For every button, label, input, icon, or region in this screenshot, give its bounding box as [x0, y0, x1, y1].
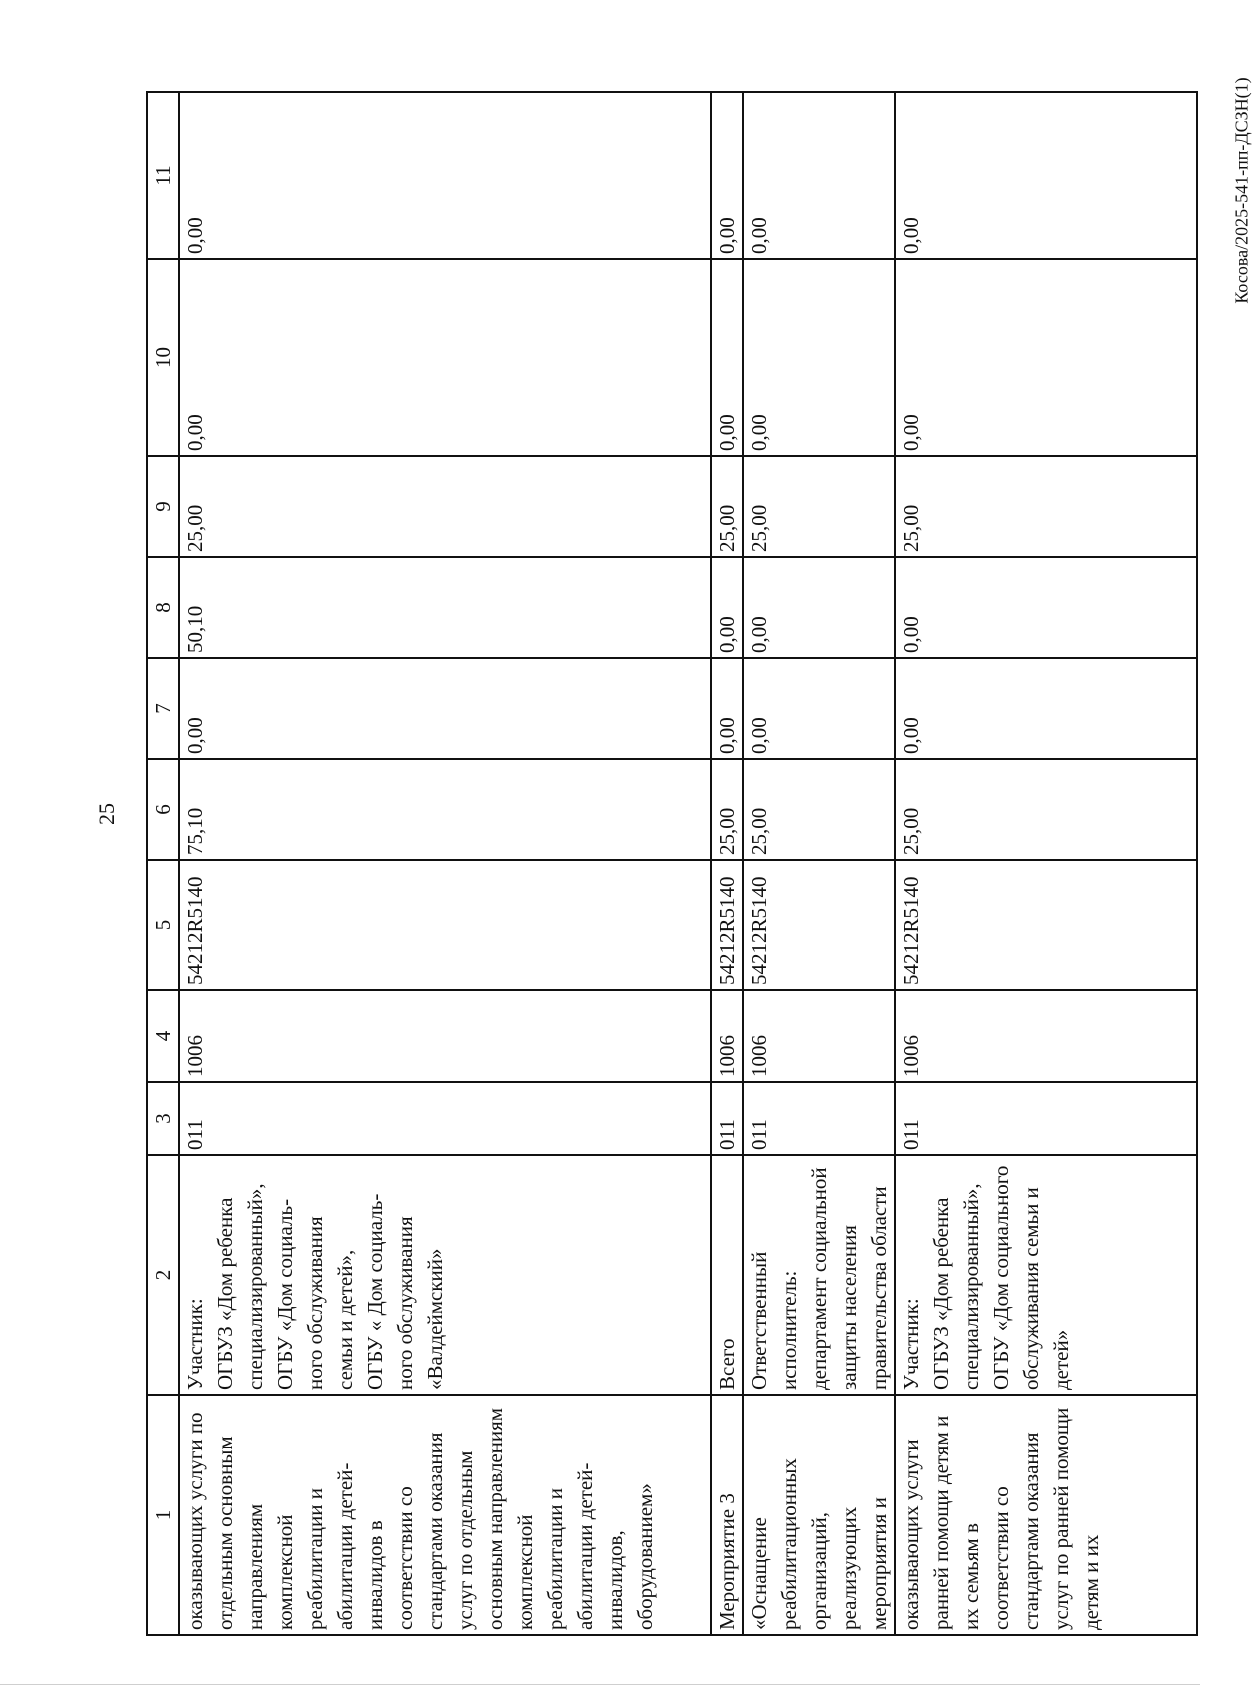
table-cell: 54212R5140: [743, 860, 895, 990]
table-cell: оказывающих услуги ранней помощи детям и их семьям в соответствии со стандартами оказания услуг по ранней помощи детям и их: [895, 1395, 1197, 1635]
table-cell: Всего: [711, 1155, 743, 1395]
table-cell: 1006: [895, 990, 1197, 1082]
table-cell: Мероприятие 3: [711, 1395, 743, 1635]
table-cell: 1006: [179, 990, 711, 1082]
table-cell: 25,00: [895, 456, 1197, 557]
header-cell: 6: [147, 759, 179, 860]
header-cell: 2: [147, 1155, 179, 1395]
table-cell: 1006: [711, 990, 743, 1082]
table-cell: 25,00: [743, 759, 895, 860]
table-row: [895, 92, 1197, 1635]
table-cell: 0,00: [179, 658, 711, 759]
table-cell: 25,00: [711, 456, 743, 557]
table-cell: 25,00: [179, 456, 711, 557]
page-number: 25: [94, 803, 119, 825]
table-cell: 75,10: [179, 759, 711, 860]
table-cell: 0,00: [743, 557, 895, 658]
table-cell: 54212R5140: [179, 860, 711, 990]
header-row: [147, 92, 179, 1635]
table-cell: 0,00: [711, 557, 743, 658]
table-cell: Ответственный исполнитель: департамент социальной защиты населения правительства области: [743, 1155, 895, 1395]
header-cell: 5: [147, 860, 179, 990]
header-cell: 4: [147, 990, 179, 1082]
table-cell: 011: [179, 1082, 711, 1155]
table-cell: 0,00: [711, 259, 743, 456]
budget-table: [146, 91, 1198, 1636]
table-cell: 011: [895, 1082, 1197, 1155]
header-cell: 1: [147, 1395, 179, 1635]
table-cell: 011: [711, 1082, 743, 1155]
table-cell: 54212R5140: [711, 860, 743, 990]
header-cell: 3: [147, 1082, 179, 1155]
header-cell: 8: [147, 557, 179, 658]
table-cell: 0,00: [179, 92, 711, 259]
table-cell: 0,00: [743, 259, 895, 456]
table-cell: 0,00: [743, 92, 895, 259]
table-cell: 0,00: [895, 259, 1197, 456]
header-cell: 10: [147, 259, 179, 456]
table-cell: 0,00: [743, 658, 895, 759]
scan-edge-line: [0, 1684, 1200, 1685]
table-cell: 0,00: [895, 557, 1197, 658]
table-cell: 0,00: [179, 259, 711, 456]
table-row: [711, 92, 743, 1635]
table-cell: 25,00: [743, 456, 895, 557]
document-code: Косова/2025-541-пп-ДСЗН(1): [1231, 77, 1252, 304]
table-cell: «Оснащение реабилитационных организаций, реализующих мероприятия и: [743, 1395, 895, 1635]
table-cell: Участник: ОГБУЗ «Дом ребенка специализированный», ОГБУ «Дом социаль-ного обслуживания семьи и детей», ОГБУ « Дом социаль-ного обслуживания «Валдеймский»: [179, 1155, 711, 1395]
table-cell: 25,00: [895, 759, 1197, 860]
table-row: [179, 92, 711, 1635]
header-cell: 11: [147, 92, 179, 259]
header-cell: 7: [147, 658, 179, 759]
table-cell: 54212R5140: [895, 860, 1197, 990]
table-cell: 50,10: [179, 557, 711, 658]
table-row: [743, 92, 895, 1635]
table-cell: 011: [743, 1082, 895, 1155]
budget-table-rotated: [146, 93, 1186, 1636]
header-cell: 9: [147, 456, 179, 557]
table-cell: оказывающих услуги по отдельным основным направлениям комплексной реабилитации и абилитации детей-инвалидов в соответствии со стандартами оказания услуг по отдельным основным направлениям комплексной реабилитации и абилитации детей-инвалидов, оборудованием»: [179, 1395, 711, 1635]
table-cell: 25,00: [711, 759, 743, 860]
table-cell: 0,00: [895, 658, 1197, 759]
table-cell: Участник: ОГБУЗ «Дом ребенка специализированный», ОГБУ «Дом социального обслуживания семьи и детей»: [895, 1155, 1197, 1395]
table-cell: 0,00: [711, 658, 743, 759]
table-cell: 0,00: [895, 92, 1197, 259]
table-cell: 0,00: [711, 92, 743, 259]
table-cell: 1006: [743, 990, 895, 1082]
